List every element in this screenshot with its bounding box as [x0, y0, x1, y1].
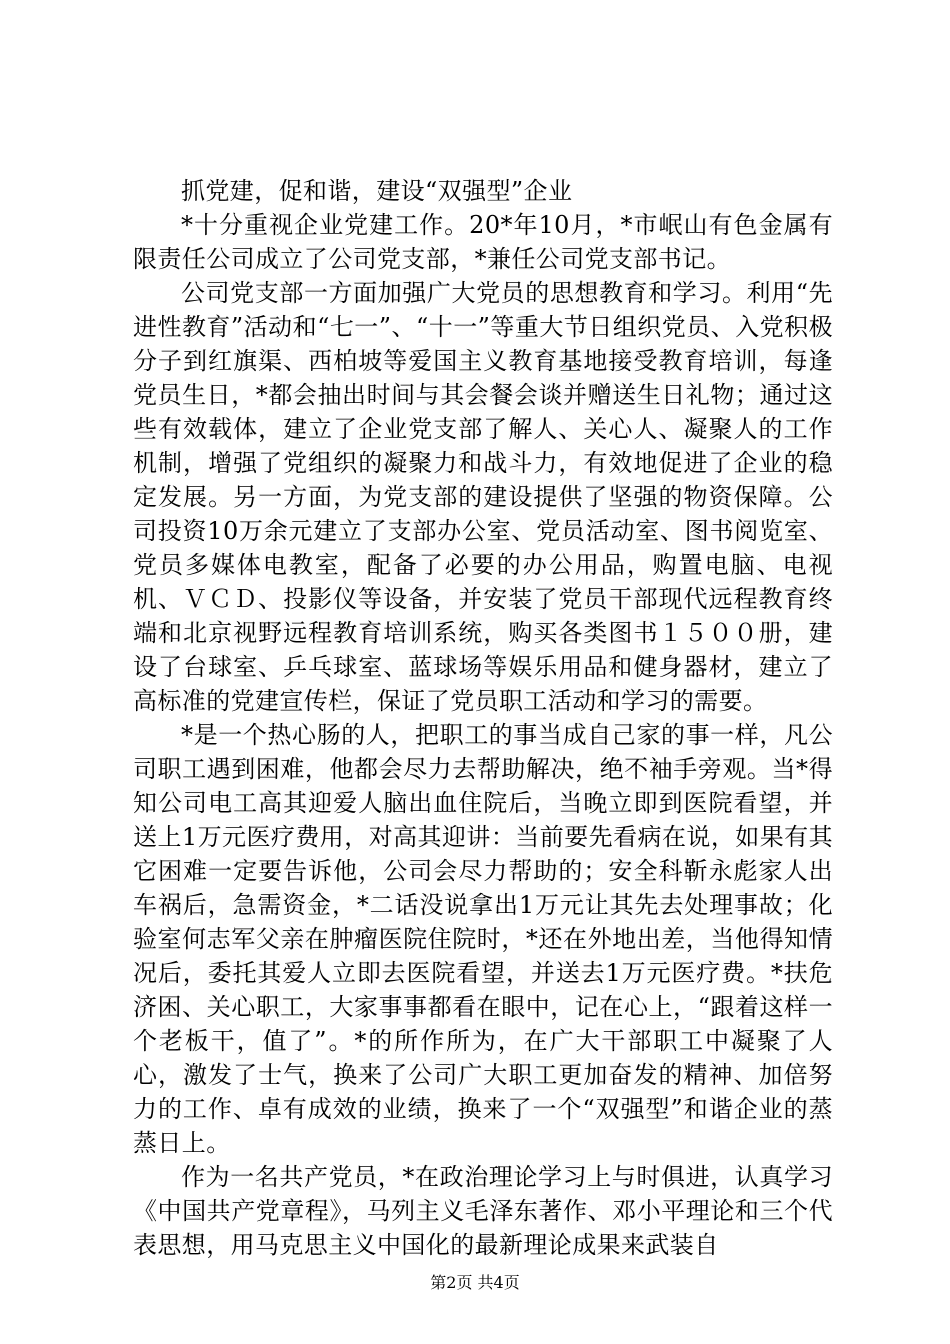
- document-heading: 抓党建，促和谐，建设“双强型”企业: [181, 177, 573, 205]
- paragraph-1: *十分重视企业党建工作。20*年10月，*市岷山有色金属有限责任公司成立了公司党支部，*兼任公司党支部书记。: [133, 211, 833, 273]
- page-footer: 第2页 共4页: [430, 1273, 520, 1292]
- paragraph-4: 作为一名共产党员，*在政治理论学习上与时俱进，认真学习《中国共产党章程》，马列主义毛泽东著作、邓小平理论和三个代表思想，用马克思主义中国化的最新理论成果来武装自: [133, 1163, 833, 1259]
- paragraph-2: 公司党支部一方面加强广大党员的思想教育和学习。利用“先进性教育”活动和“七一”、“十一”等重大节日组织党员、入党积极分子到红旗渠、西柏坡等爱国主义教育基地接受教育培训，每逢党员生日，*都会抽出时间与其会餐会谈并赠送生日礼物；通过这些有效载体，建立了企业党支部了解人、关心人、凝聚人的工作机制，增强了党组织的凝聚力和战斗力，有效地促进了企业的稳定发展。另一方面，为党支部的建设提供了坚强的物资保障。公司投资10万余元建立了支部办公室、党员活动室、图书阅览室、党员多媒体电教室，配备了必要的办公用品，购置电脑、电视机、ＶＣＤ、投影仪等设备，并安装了党员干部现代远程教育终端和北京视野远程教育培训系统，购买各类图书１５００册，建设了台球室、乒乓球室、蓝球场等娱乐用品和健身器材，建立了高标准的党建宣传栏，保证了党员职工活动和学习的需要。: [133, 279, 833, 715]
- document-body: [133, 174, 833, 1262]
- paragraph-3: *是一个热心肠的人，把职工的事当成自己家的事一样，凡公司职工遇到困难，他都会尽力去帮助解决，绝不袖手旁观。当*得知公司电工高其迎爱人脑出血住院后，当晚立即到医院看望，并送上1万元医疗费用，对高其迎讲：当前要先看病在说，如果有其它困难一定要告诉他，公司会尽力帮助的；安全科靳永彪家人出车祸后，急需资金，*二话没说拿出1万元让其先去处理事故；化验室何志军父亲在肿瘤医院住院时，*还在外地出差，当他得知情况后，委托其爱人立即去医院看望，并送去1万元医疗费。*扶危济困、关心职工，大家事事都看在眼中，记在心上，“跟着这样一个老板干，值了”。*的所作所为，在广大干部职工中凝聚了人心，激发了士气，换来了公司广大职工更加奋发的精神、加倍努力的工作、卓有成效的业绩，换来了一个“双强型”和谐企业的蒸蒸日上。: [133, 721, 833, 1157]
